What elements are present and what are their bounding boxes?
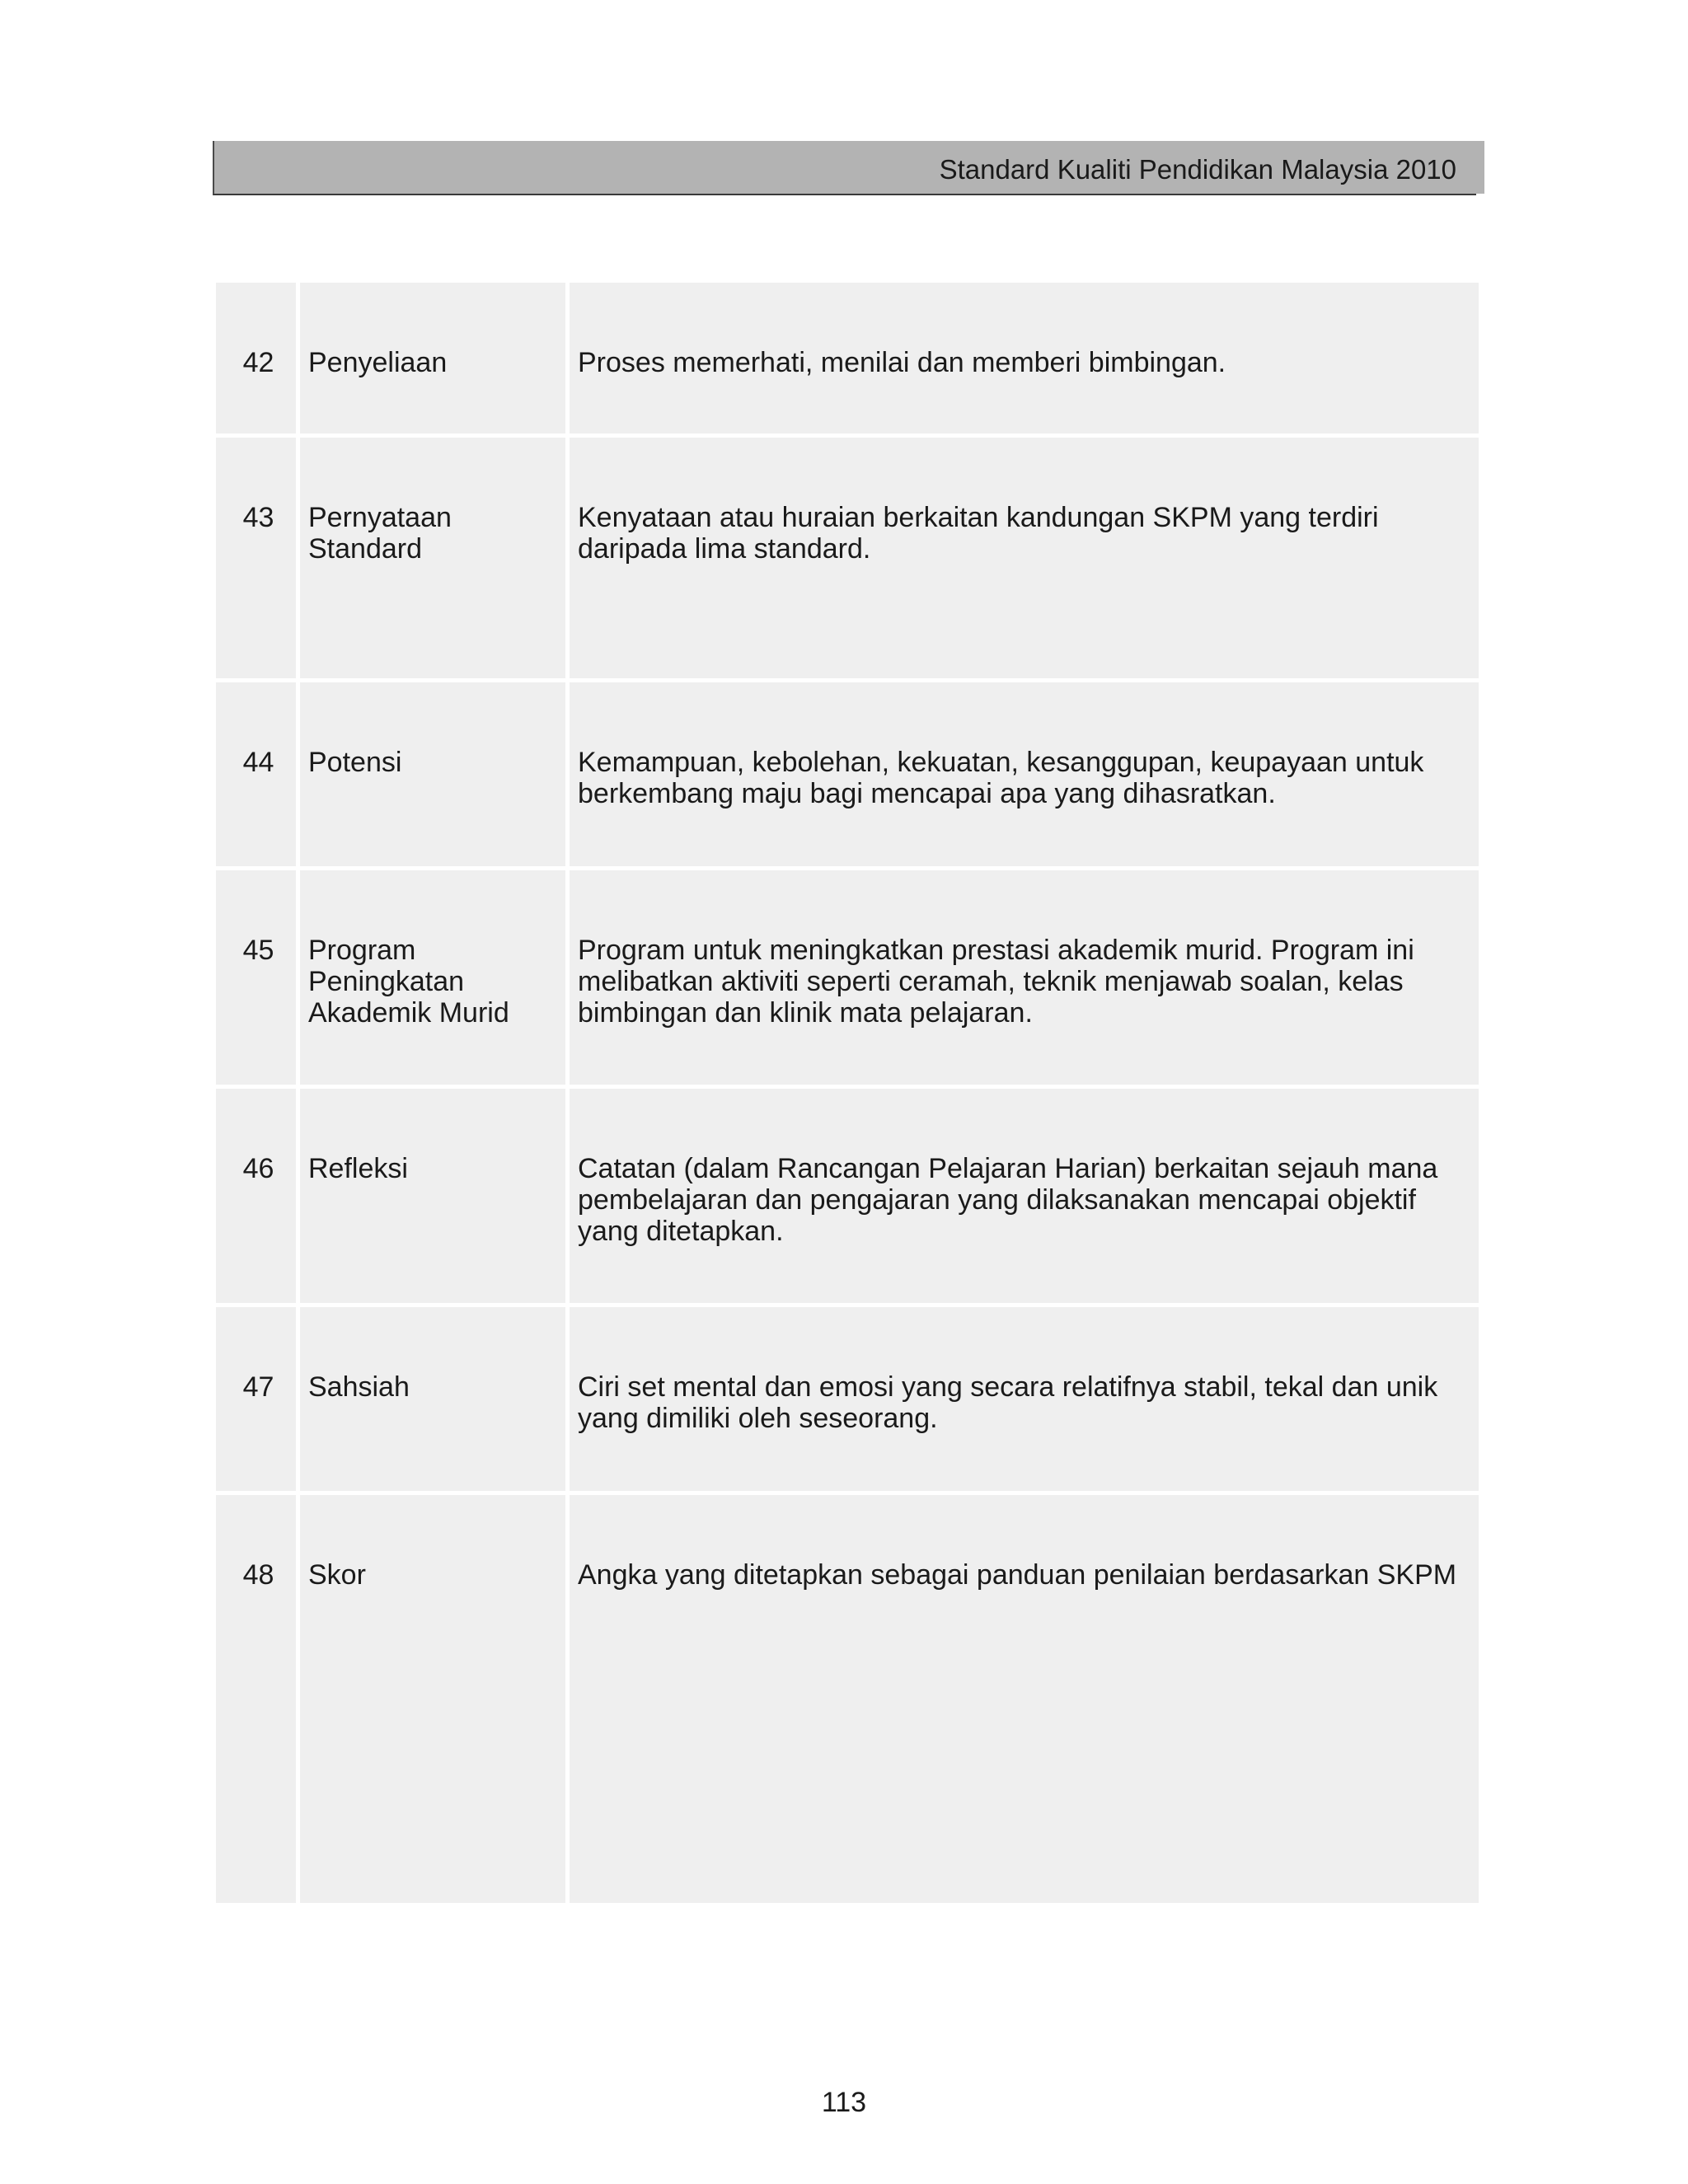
- page-number: 113: [821, 2087, 867, 2118]
- entry-definition: Catatan (dalam Rancangan Pelajaran Harian) berkaitan sejauh mana pembelajaran dan pengajaran yang dilaksanakan mencapai objektif yang ditetapkan.: [570, 1089, 1479, 1303]
- entry-number: 45: [216, 870, 296, 1085]
- entry-number: 43: [216, 438, 296, 678]
- glossary-row-42: [216, 283, 1479, 434]
- entry-definition: Ciri set mental dan emosi yang secara relatifnya stabil, tekal dan unik yang dimiliki oleh seseorang.: [570, 1307, 1479, 1491]
- entry-term: Penyeliaan: [300, 283, 565, 434]
- running-header-title: Standard Kualiti Pendidikan Malaysia 2010: [939, 154, 1456, 185]
- glossary-row-45: [216, 870, 1479, 1085]
- entry-definition: Angka yang ditetapkan sebagai panduan penilaian berdasarkan SKPM: [570, 1495, 1479, 1903]
- entry-term: Refleksi: [300, 1089, 565, 1303]
- entry-term: Potensi: [300, 682, 565, 866]
- entry-definition: Program untuk meningkatkan prestasi akademik murid. Program ini melibatkan aktiviti seperti ceramah, teknik menjawab soalan, kelas bimbingan dan klinik mata pelajaran.: [570, 870, 1479, 1085]
- running-header: [213, 141, 1476, 195]
- entry-definition: Proses memerhati, menilai dan memberi bimbingan.: [570, 283, 1479, 434]
- glossary-row-44: [216, 682, 1479, 866]
- entry-definition: Kenyataan atau huraian berkaitan kandungan SKPM yang terdiri daripada lima standard.: [570, 438, 1479, 678]
- entry-number: 46: [216, 1089, 296, 1303]
- glossary-row-46: [216, 1089, 1479, 1303]
- entry-term: Skor: [300, 1495, 565, 1903]
- entry-definition: Kemampuan, kebolehan, kekuatan, kesanggupan, keupayaan untuk berkembang maju bagi mencapai apa yang dihasratkan.: [570, 682, 1479, 866]
- glossary-row-43: [216, 438, 1479, 678]
- entry-term: Sahsiah: [300, 1307, 565, 1491]
- glossary-row-48: [216, 1495, 1479, 1903]
- entry-term: Program Peningkatan Akademik Murid: [300, 870, 565, 1085]
- glossary-table: [216, 283, 1479, 1907]
- entry-number: 47: [216, 1307, 296, 1491]
- entry-number: 42: [216, 283, 296, 434]
- entry-term: Pernyataan Standard: [300, 438, 565, 678]
- entry-number: 48: [216, 1495, 296, 1903]
- entry-number: 44: [216, 682, 296, 866]
- glossary-row-47: [216, 1307, 1479, 1491]
